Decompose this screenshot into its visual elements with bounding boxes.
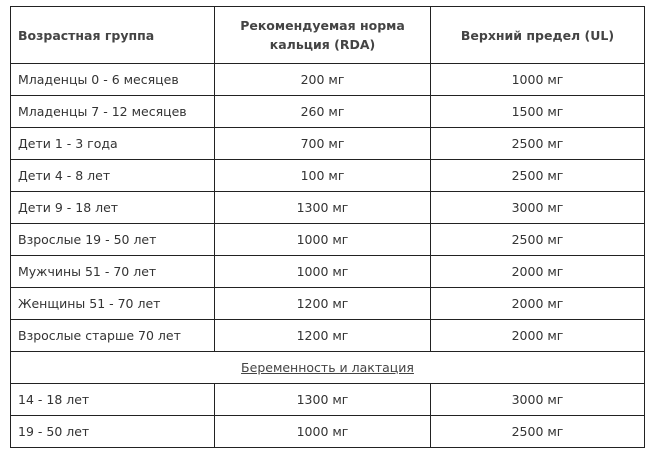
table-row <box>11 256 645 288</box>
header-age-group: Возрастная группа <box>11 7 215 64</box>
table-row <box>11 192 645 224</box>
table-row <box>11 96 645 128</box>
rda-cell: 100 мг <box>215 160 431 192</box>
table-row <box>11 160 645 192</box>
table-row <box>11 128 645 160</box>
rda-cell: 1200 мг <box>215 288 431 320</box>
table-row <box>11 320 645 352</box>
ul-cell: 2500 мг <box>431 224 645 256</box>
ul-cell: 2500 мг <box>431 128 645 160</box>
ul-cell: 2000 мг <box>431 256 645 288</box>
age-group-cell: Младенцы 0 - 6 месяцев <box>11 64 215 96</box>
ul-cell: 2500 мг <box>431 416 645 448</box>
age-group-cell: Дети 4 - 8 лет <box>11 160 215 192</box>
rda-cell: 1200 мг <box>215 320 431 352</box>
header-rda: Рекомендуемая норма кальция (RDA) <box>215 7 431 64</box>
age-group-cell: Дети 1 - 3 года <box>11 128 215 160</box>
rda-cell: 700 мг <box>215 128 431 160</box>
rda-cell: 1300 мг <box>215 384 431 416</box>
table-row <box>11 288 645 320</box>
section-row <box>11 352 645 384</box>
ul-cell: 2500 мг <box>431 160 645 192</box>
calcium-table <box>10 6 645 448</box>
rda-cell: 260 мг <box>215 96 431 128</box>
ul-cell: 2000 мг <box>431 288 645 320</box>
table-row <box>11 416 645 448</box>
age-group-cell: Взрослые старше 70 лет <box>11 320 215 352</box>
age-group-cell: Взрослые 19 - 50 лет <box>11 224 215 256</box>
header-ul: Верхний предел (UL) <box>431 7 645 64</box>
ul-cell: 1000 мг <box>431 64 645 96</box>
rda-cell: 1000 мг <box>215 416 431 448</box>
rda-cell: 1000 мг <box>215 224 431 256</box>
header-row <box>11 7 645 64</box>
age-group-cell: 14 - 18 лет <box>11 384 215 416</box>
rda-cell: 1000 мг <box>215 256 431 288</box>
rda-cell: 1300 мг <box>215 192 431 224</box>
age-group-cell: 19 - 50 лет <box>11 416 215 448</box>
ul-cell: 2000 мг <box>431 320 645 352</box>
ul-cell: 1500 мг <box>431 96 645 128</box>
table-row <box>11 64 645 96</box>
age-group-cell: Мужчины 51 - 70 лет <box>11 256 215 288</box>
table-row <box>11 384 645 416</box>
ul-cell: 3000 мг <box>431 384 645 416</box>
section-title-pregnancy: Беременность и лактация <box>11 352 645 384</box>
age-group-cell: Женщины 51 - 70 лет <box>11 288 215 320</box>
age-group-cell: Дети 9 - 18 лет <box>11 192 215 224</box>
age-group-cell: Младенцы 7 - 12 месяцев <box>11 96 215 128</box>
ul-cell: 3000 мг <box>431 192 645 224</box>
table-row <box>11 224 645 256</box>
rda-cell: 200 мг <box>215 64 431 96</box>
